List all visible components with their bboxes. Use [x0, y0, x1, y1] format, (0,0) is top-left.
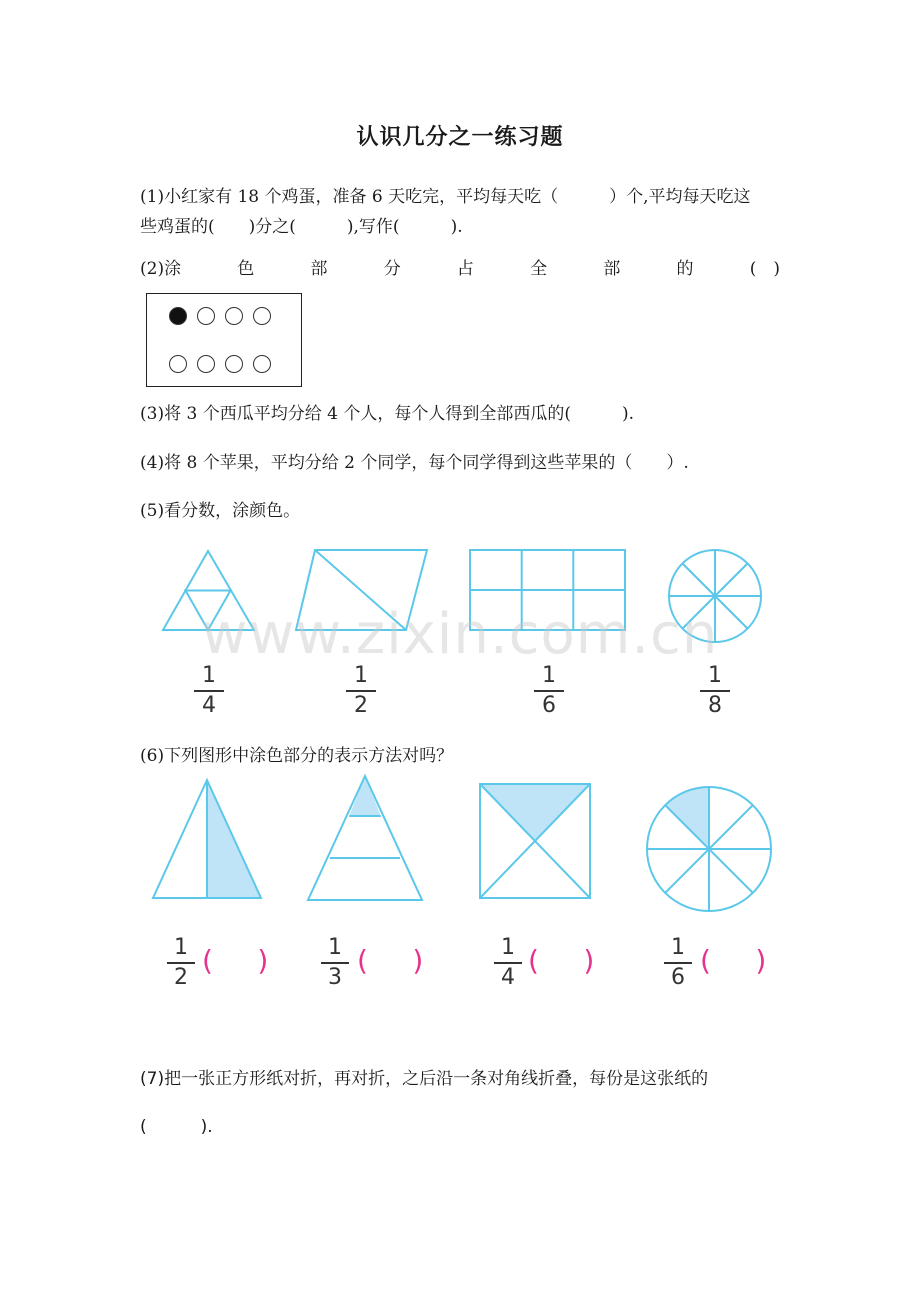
question-3: (3)将 3 个西瓜平均分给 4 个人，每个人得到全部西瓜的( ).	[140, 404, 634, 424]
dot-box	[146, 293, 302, 387]
question-7-line-1: (7)把一张正方形纸对折，再对折，之后沿一条对角线折叠，每份是这张纸的	[140, 1069, 709, 1089]
answer-paren[interactable]: ( )	[528, 944, 595, 977]
q2-word: 占	[456, 259, 474, 279]
q6-fraction: 1 3	[321, 936, 349, 990]
q6-shapes	[0, 770, 920, 920]
question-7-line-2: ( ).	[140, 1117, 213, 1137]
question-4: (4)将 8 个苹果，平均分给 2 个同学，每个同学得到这些苹果的（ ）.	[140, 453, 689, 473]
q5-fraction: 1 8	[700, 664, 730, 718]
square-quarter-shaded	[480, 784, 590, 898]
empty-circle	[253, 355, 271, 373]
q6-fraction: 1 6	[664, 936, 692, 990]
page-title: 认识几分之一练习题	[356, 124, 564, 150]
q2-word: (2)涂	[140, 259, 182, 279]
question-1-line-1: (1)小红家有 18 个鸡蛋，准备 6 天吃完，平均每天吃（ ）个,平均每天吃这	[140, 187, 751, 207]
circle-sector-shaded	[647, 787, 771, 911]
question-2	[140, 254, 780, 284]
empty-circle	[197, 307, 215, 325]
answer-paren[interactable]: ( )	[202, 944, 269, 977]
q2-word: 的	[676, 259, 694, 279]
question-6-label: (6)下列图形中涂色部分的表示方法对吗？	[140, 746, 454, 766]
empty-circle	[225, 355, 243, 373]
q2-word: 部	[310, 259, 328, 279]
q6-fraction: 1 2	[167, 936, 195, 990]
q2-word: 色	[237, 259, 255, 279]
q2-word: 部	[603, 259, 621, 279]
q5-fraction: 1 2	[346, 664, 376, 718]
empty-circle	[253, 307, 271, 325]
question-1	[140, 182, 790, 242]
q2-word: 全	[530, 259, 548, 279]
q5-fraction: 1 6	[534, 664, 564, 718]
empty-circle	[197, 355, 215, 373]
question-1-line-2: 些鸡蛋的( )分之( ),写作( ).	[140, 217, 463, 237]
answer-paren[interactable]: ( )	[700, 944, 767, 977]
q5-fraction: 1 4	[194, 664, 224, 718]
empty-circle	[169, 355, 187, 373]
q2-answer-paren: ( )	[749, 259, 780, 279]
triangle-top-shaded	[308, 776, 422, 900]
filled-circle	[169, 307, 187, 325]
q6-fraction: 1 4	[494, 936, 522, 990]
question-5-label: (5)看分数，涂颜色。	[140, 501, 301, 521]
triangle-half-shaded	[153, 780, 261, 898]
answer-paren[interactable]: ( )	[357, 944, 424, 977]
watermark: www.zixin.com.cn	[201, 602, 719, 667]
q2-word: 分	[383, 259, 401, 279]
empty-circle	[225, 307, 243, 325]
